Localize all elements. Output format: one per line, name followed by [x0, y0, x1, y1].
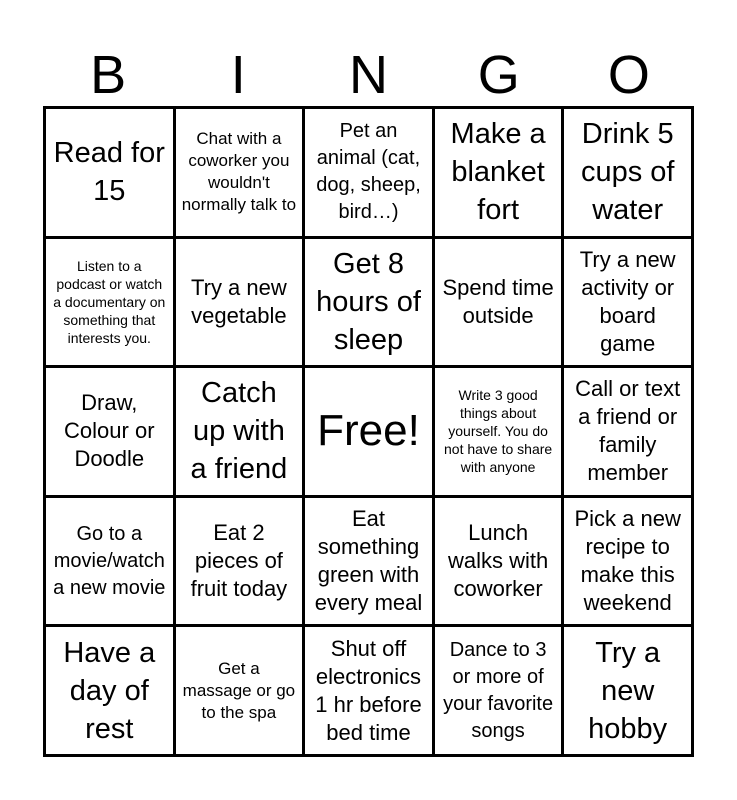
bingo-cell[interactable] — [176, 109, 303, 236]
cell-text: Eat something green with every meal — [314, 506, 423, 616]
bingo-cell[interactable] — [435, 239, 562, 366]
bingo-cell[interactable] — [46, 368, 173, 495]
header-letter-o: O — [607, 45, 650, 105]
bingo-cell[interactable] — [176, 498, 303, 625]
bingo-cell[interactable] — [305, 498, 432, 625]
cell-text: Try a new activity or board game — [579, 246, 676, 356]
free-space-text: Free! — [317, 406, 420, 456]
bingo-cell[interactable] — [435, 498, 562, 625]
bingo-cell[interactable] — [305, 109, 432, 236]
bingo-cell[interactable] — [564, 368, 691, 495]
bingo-cell[interactable] — [176, 368, 303, 495]
cell-text: Pick a new recipe to make this weekend — [574, 506, 681, 616]
cell-text: Have a day of rest — [63, 636, 156, 745]
cell-text: Pet an animal (cat, dog, sheep, bird…) — [316, 120, 421, 224]
cell-text: Listen to a podcast or watch a documentary on something that interests you. — [53, 257, 166, 346]
cell-text: Shut off electronics 1 hr before bed time — [315, 635, 422, 745]
bingo-cell[interactable] — [176, 627, 303, 754]
cell-text: Try a new vegetable — [191, 274, 287, 328]
bingo-cell[interactable] — [46, 109, 173, 236]
cell-text: Draw, Colour or Doodle — [64, 390, 155, 472]
bingo-cell[interactable] — [46, 239, 173, 366]
bingo-cell[interactable] — [435, 109, 562, 236]
cell-text: Drink 5 cups of water — [580, 118, 675, 227]
bingo-cell[interactable] — [564, 627, 691, 754]
bingo-cell[interactable] — [46, 627, 173, 754]
bingo-header — [43, 44, 694, 106]
cell-text: Eat 2 pieces of fruit today — [190, 520, 288, 602]
bingo-cell[interactable] — [435, 627, 562, 754]
cell-text: Write 3 good things about yourself. You do not have to share with anyone — [444, 387, 553, 476]
bingo-cell[interactable] — [305, 627, 432, 754]
bingo-cell[interactable] — [305, 239, 432, 366]
cell-text: Get a massage or go to the spa — [182, 658, 296, 722]
cell-text: Spend time outside — [442, 274, 554, 328]
cell-text: Try a new hobby — [588, 636, 668, 745]
bingo-cell[interactable] — [435, 368, 562, 495]
bingo-cell[interactable] — [176, 239, 303, 366]
cell-text: Read for 15 — [53, 137, 165, 208]
bingo-cell[interactable] — [564, 239, 691, 366]
header-letter-n: N — [349, 45, 388, 105]
cell-text: Go to a movie/watch a new movie — [53, 522, 166, 599]
cell-text: Chat with a coworker you wouldn't normally talk to — [181, 129, 297, 215]
bingo-cell[interactable] — [564, 109, 691, 236]
cell-text: Dance to 3 or more of your favorite songs — [443, 638, 554, 742]
bingo-cell-free[interactable] — [305, 368, 432, 495]
cell-text: Call or text a friend or family member — [575, 376, 681, 486]
bingo-board — [43, 106, 694, 757]
header-letter-g: G — [477, 45, 520, 105]
cell-text: Lunch walks with coworker — [447, 520, 549, 602]
cell-text: Catch up with a friend — [190, 377, 288, 486]
header-letter-i: I — [230, 45, 246, 105]
cell-text: Get 8 hours of sleep — [316, 247, 421, 356]
cell-text: Make a blanket fort — [450, 118, 546, 227]
header-letter-b: B — [90, 45, 127, 105]
bingo-cell[interactable] — [46, 498, 173, 625]
bingo-cell[interactable] — [564, 498, 691, 625]
